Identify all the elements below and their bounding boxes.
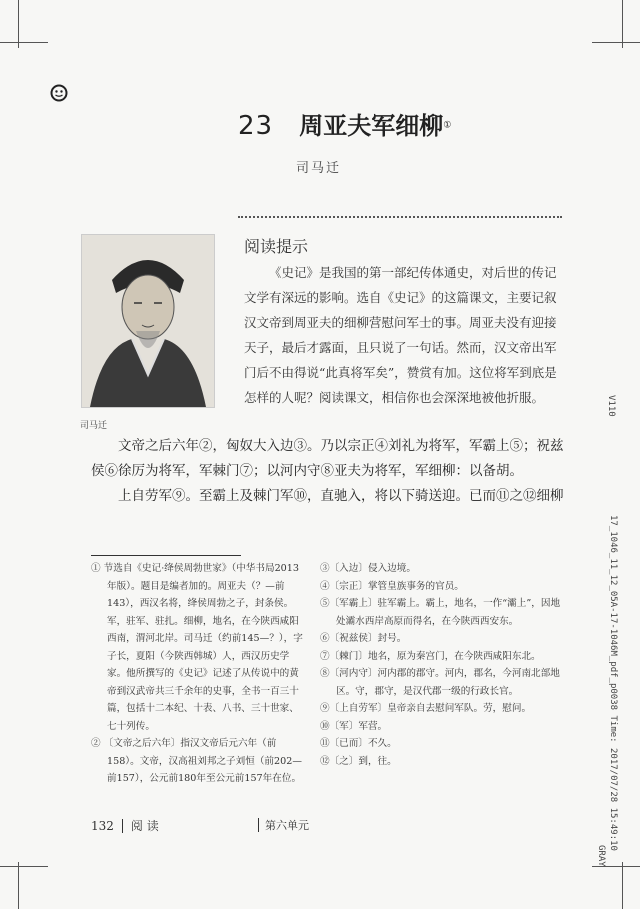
footer-unit-wrap	[258, 817, 309, 833]
note-item: ③〔入边〕侵入边境。	[320, 563, 416, 574]
note-item: ⑧〔河内守〕河内郡的郡守。河内，郡名，今河南北部地区。守，郡守，是汉代郡一级的行政长官。	[320, 668, 560, 697]
footer-section: 阅 读	[130, 819, 159, 833]
crop-mark	[622, 0, 623, 48]
notes-left	[91, 560, 306, 788]
lesson-title-text: 周亚夫军细柳	[299, 111, 444, 140]
note-item: ① 节选自《史记·绛侯周勃世家》（中华书局2013年版）。题目是编者加的。周亚夫（？—前143），西汉名将，绛侯周勃之子，封条侯。军，驻军、驻扎。细柳，地名，在今陕西咸阳西南，渭河北岸。司马迁（约前145—？），字子长，夏阳（今陕西韩城）人，西汉历史学家。他所撰写的《史记》记述了从传说中的黄帝到汉武帝共三千余年的史事，全书一百三十篇，包括十二本纪、十表、八书、三十世家、七十列传。	[91, 563, 303, 732]
page-number: 132	[91, 818, 114, 833]
smiley-icon	[50, 84, 68, 106]
note-item: ⑤〔军霸上〕驻军霸上。霸上，地名，一作“灞上”，因地处灞水西岸高原而得名，在今陕西西安东。	[320, 598, 561, 627]
note-item: ④〔宗正〕掌管皇族事务的官员。	[320, 580, 464, 592]
note-item: ⑦〔棘门〕地名，原为秦宫门，在今陕西咸阳东北。	[320, 650, 541, 662]
note-item: ⑥〔祝兹侯〕封号。	[320, 633, 407, 644]
reading-tip-heading: 阅读提示	[244, 237, 309, 256]
portrait-caption: 司马迁	[80, 421, 108, 431]
note-item: ⑫〔之〕到，往。	[320, 755, 397, 767]
crop-mark	[592, 42, 640, 43]
reading-tip-body: 《史记》是我国的第一部纪传体通史，对后世的传记文学有深远的影响。选自《史记》的这篇课文，主要记叙汉文帝到周亚夫的细柳营慰问军士的事。周亚夫没有迎接天子，最后才露面，且只说了一句话。然而，汉文帝出军门后不由得说“此真将军矣”，赞赏有加。这位将军到底是怎样的人呢？阅读课文，相信你也会深深地被他折服。	[244, 265, 557, 405]
note-item: ⑩〔军〕军营。	[320, 720, 388, 732]
note-item: ⑨〔上自劳军〕皇帝亲自去慰问军队。劳，慰问。	[320, 703, 532, 714]
margin-code: V110	[606, 395, 616, 417]
footer-unit: 第六单元	[265, 819, 309, 832]
crop-mark	[622, 862, 623, 909]
page-footer	[91, 817, 159, 834]
crop-mark	[0, 42, 48, 43]
main-paragraph-1: 文帝之后六年②，匈奴大入边③。乃以宗正④刘礼为将军，军霸上⑤；祝兹侯⑥徐厉为将军，军棘门⑦；以河内守⑧亚夫为将军，军细柳：以备胡。	[91, 438, 564, 479]
author-portrait	[81, 234, 215, 408]
note-item: ⑪〔已而〕不久。	[320, 738, 397, 749]
lesson-number: 23	[238, 111, 274, 141]
title-note-mark: ①	[443, 120, 452, 131]
note-item: ② 〔文帝之后六年〕指汉文帝后元六年（前158）。文帝，汉高祖刘邦之子刘恒（前202—前157），公元前180年至公元前157年在位。	[91, 738, 302, 784]
main-paragraph-2: 上自劳军⑨。至霸上及棘门军⑩，直驰入，将以下骑送迎。已而⑪之⑫细柳	[118, 488, 564, 504]
gray-label: GRAY	[596, 845, 606, 867]
notes-divider	[91, 555, 241, 556]
footer-divider	[122, 819, 123, 833]
author: 司马迁	[296, 161, 342, 176]
main-text	[91, 434, 565, 509]
print-info: 17_1046_11_12_05A-17-1046M_pdf_p0038 Time: 2017/07/28 15:49:10	[608, 515, 618, 851]
crop-mark	[18, 862, 19, 909]
notes-right	[320, 560, 562, 770]
crop-mark	[18, 0, 19, 48]
lesson-title	[238, 106, 451, 141]
section-divider	[238, 216, 562, 218]
crop-mark	[0, 866, 48, 867]
footer-divider	[258, 818, 259, 832]
